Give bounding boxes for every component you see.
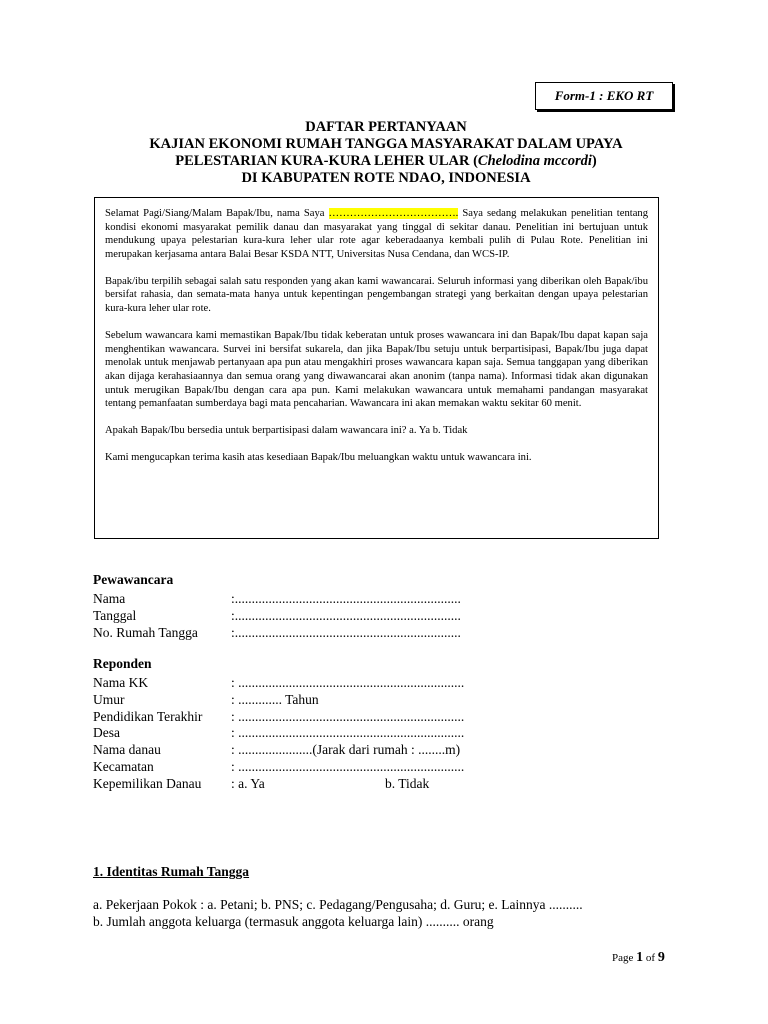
title-line-4: DI KABUPATEN ROTE NDAO, INDONESIA: [241, 170, 531, 186]
species-name: Chelodina mccordi: [477, 153, 592, 169]
education-row[interactable]: Pendidikan Terakhir : ...................................................................: [93, 709, 465, 724]
page-number: Page 1 of 9: [612, 950, 665, 965]
lake-name-row[interactable]: Nama danau : ......................(Jarak dari rumah : ........m): [93, 742, 461, 757]
document-title: [60, 119, 712, 187]
intro-paragraph-1: Selamat Pagi/Siang/Malam Bapak/Ibu, nama Saya ………………………………. Saya sedang melakukan penelitian tentang kondisi ekonomi masyarakat pemilik danau dan masyarakat yang tinggal di sekitar danau. Penelitian ini bertujuan untuk mendukung upaya pelestarian kura-kura leher ular rote agar keberadaanya kembali pulih di Pulau Rote. Penelitian ini merupakan kerjasama antara Balai Besar KSDA NTT, Universitas Nusa Cendana, dan WCS-IP.: [105, 208, 648, 260]
interviewer-name-row[interactable]: Nama :...................................................................: [93, 591, 461, 606]
intro-paragraph-3: Sebelum wawancara kami memastikan Bapak/Ibu tidak keberatan untuk proses wawancara ini dan Bapak/Ibu dapat kapan saja menghentikan wawancara. Survei ini bersifat sukarela, dan jika Bapak/Ibu setuju untuk berpartisipasi, Bapak/Ibu juga dapat menolak untuk menjawab pertanyaan apa pun atau mengakhiri proses wawancara kapan saja. Semua tanggapan yang diberikan akan dijaga kerahasiaannya dan semua orang yang diwawancarai akan anonim (tanpa nama). Informasi tidak akan digunakan untuk merugikan Bapak/Ibu dengan cara apa pun. Kami melakukan wawancara untuk memahami pandangan masyarakat tentang pemanfaatan sumberdaya bagi mata pencaharian. Wawancara ini akan memakan waktu sekitar 60 menit.: [105, 330, 648, 410]
question-family-size[interactable]: b. Jumlah anggota keluarga (termasuk anggota keluarga lain) .......... orang: [93, 914, 494, 929]
lake-ownership-row[interactable]: Kepemilikan Danau : a. Ya b. Tidak: [93, 776, 430, 791]
intro-box: [94, 197, 659, 539]
consent-question: Apakah Bapak/Ibu bersedia untuk berpartisipasi dalam wawancara ini? a. Ya b. Tidak: [105, 425, 468, 437]
pewawancara-heading: Pewawancara: [93, 572, 174, 587]
question-main-job[interactable]: a. Pekerjaan Pokok : a. Petani; b. PNS; c. Pedagang/Pengusaha; d. Guru; e. Lainnya ..........: [93, 897, 583, 912]
title-line-2: KAJIAN EKONOMI RUMAH TANGGA MASYARAKAT DALAM UPAYA: [149, 136, 623, 152]
title-line-1: DAFTAR PERTANYAAN: [305, 119, 467, 135]
title-line-3: PELESTARIAN KURA-KURA LEHER ULAR (Chelodina mccordi): [175, 153, 597, 169]
village-row[interactable]: Desa : ...................................................................: [93, 725, 465, 740]
interview-date-row[interactable]: Tanggal :...................................................................: [93, 608, 461, 623]
household-number-row[interactable]: No. Rumah Tangga :...................................................................: [93, 625, 461, 640]
thank-you-note: Kami mengucapkan terima kasih atas kesediaan Bapak/Ibu meluangkan waktu untuk wawancara ini.: [105, 452, 532, 464]
intro-paragraph-2: Bapak/ibu terpilih sebagai salah satu responden yang akan kami wawancarai. Seluruh informasi yang diberikan oleh Bapak/ibu bersifat rahasia, dan semata-mata hanya untuk kepentingan pengembangan strategi yang berkaitan dengan upaya pelestarian kura-kura leher ular rote.: [105, 275, 648, 315]
ownership-option-yes[interactable]: : a. Ya: [231, 776, 265, 791]
district-row[interactable]: Kecamatan : ...................................................................: [93, 759, 465, 774]
head-of-household-row[interactable]: Nama KK : ...................................................................: [93, 675, 465, 690]
age-row[interactable]: Umur : ............. Tahun: [93, 692, 319, 707]
form-code-tag: Form-1 : EKO RT: [535, 82, 673, 110]
ownership-option-no[interactable]: b. Tidak: [385, 776, 430, 791]
interviewer-name-blank[interactable]: ……………………………….: [328, 208, 459, 219]
section-1-heading: 1. Identitas Rumah Tangga: [93, 864, 250, 879]
reponden-heading: Reponden: [93, 656, 152, 671]
